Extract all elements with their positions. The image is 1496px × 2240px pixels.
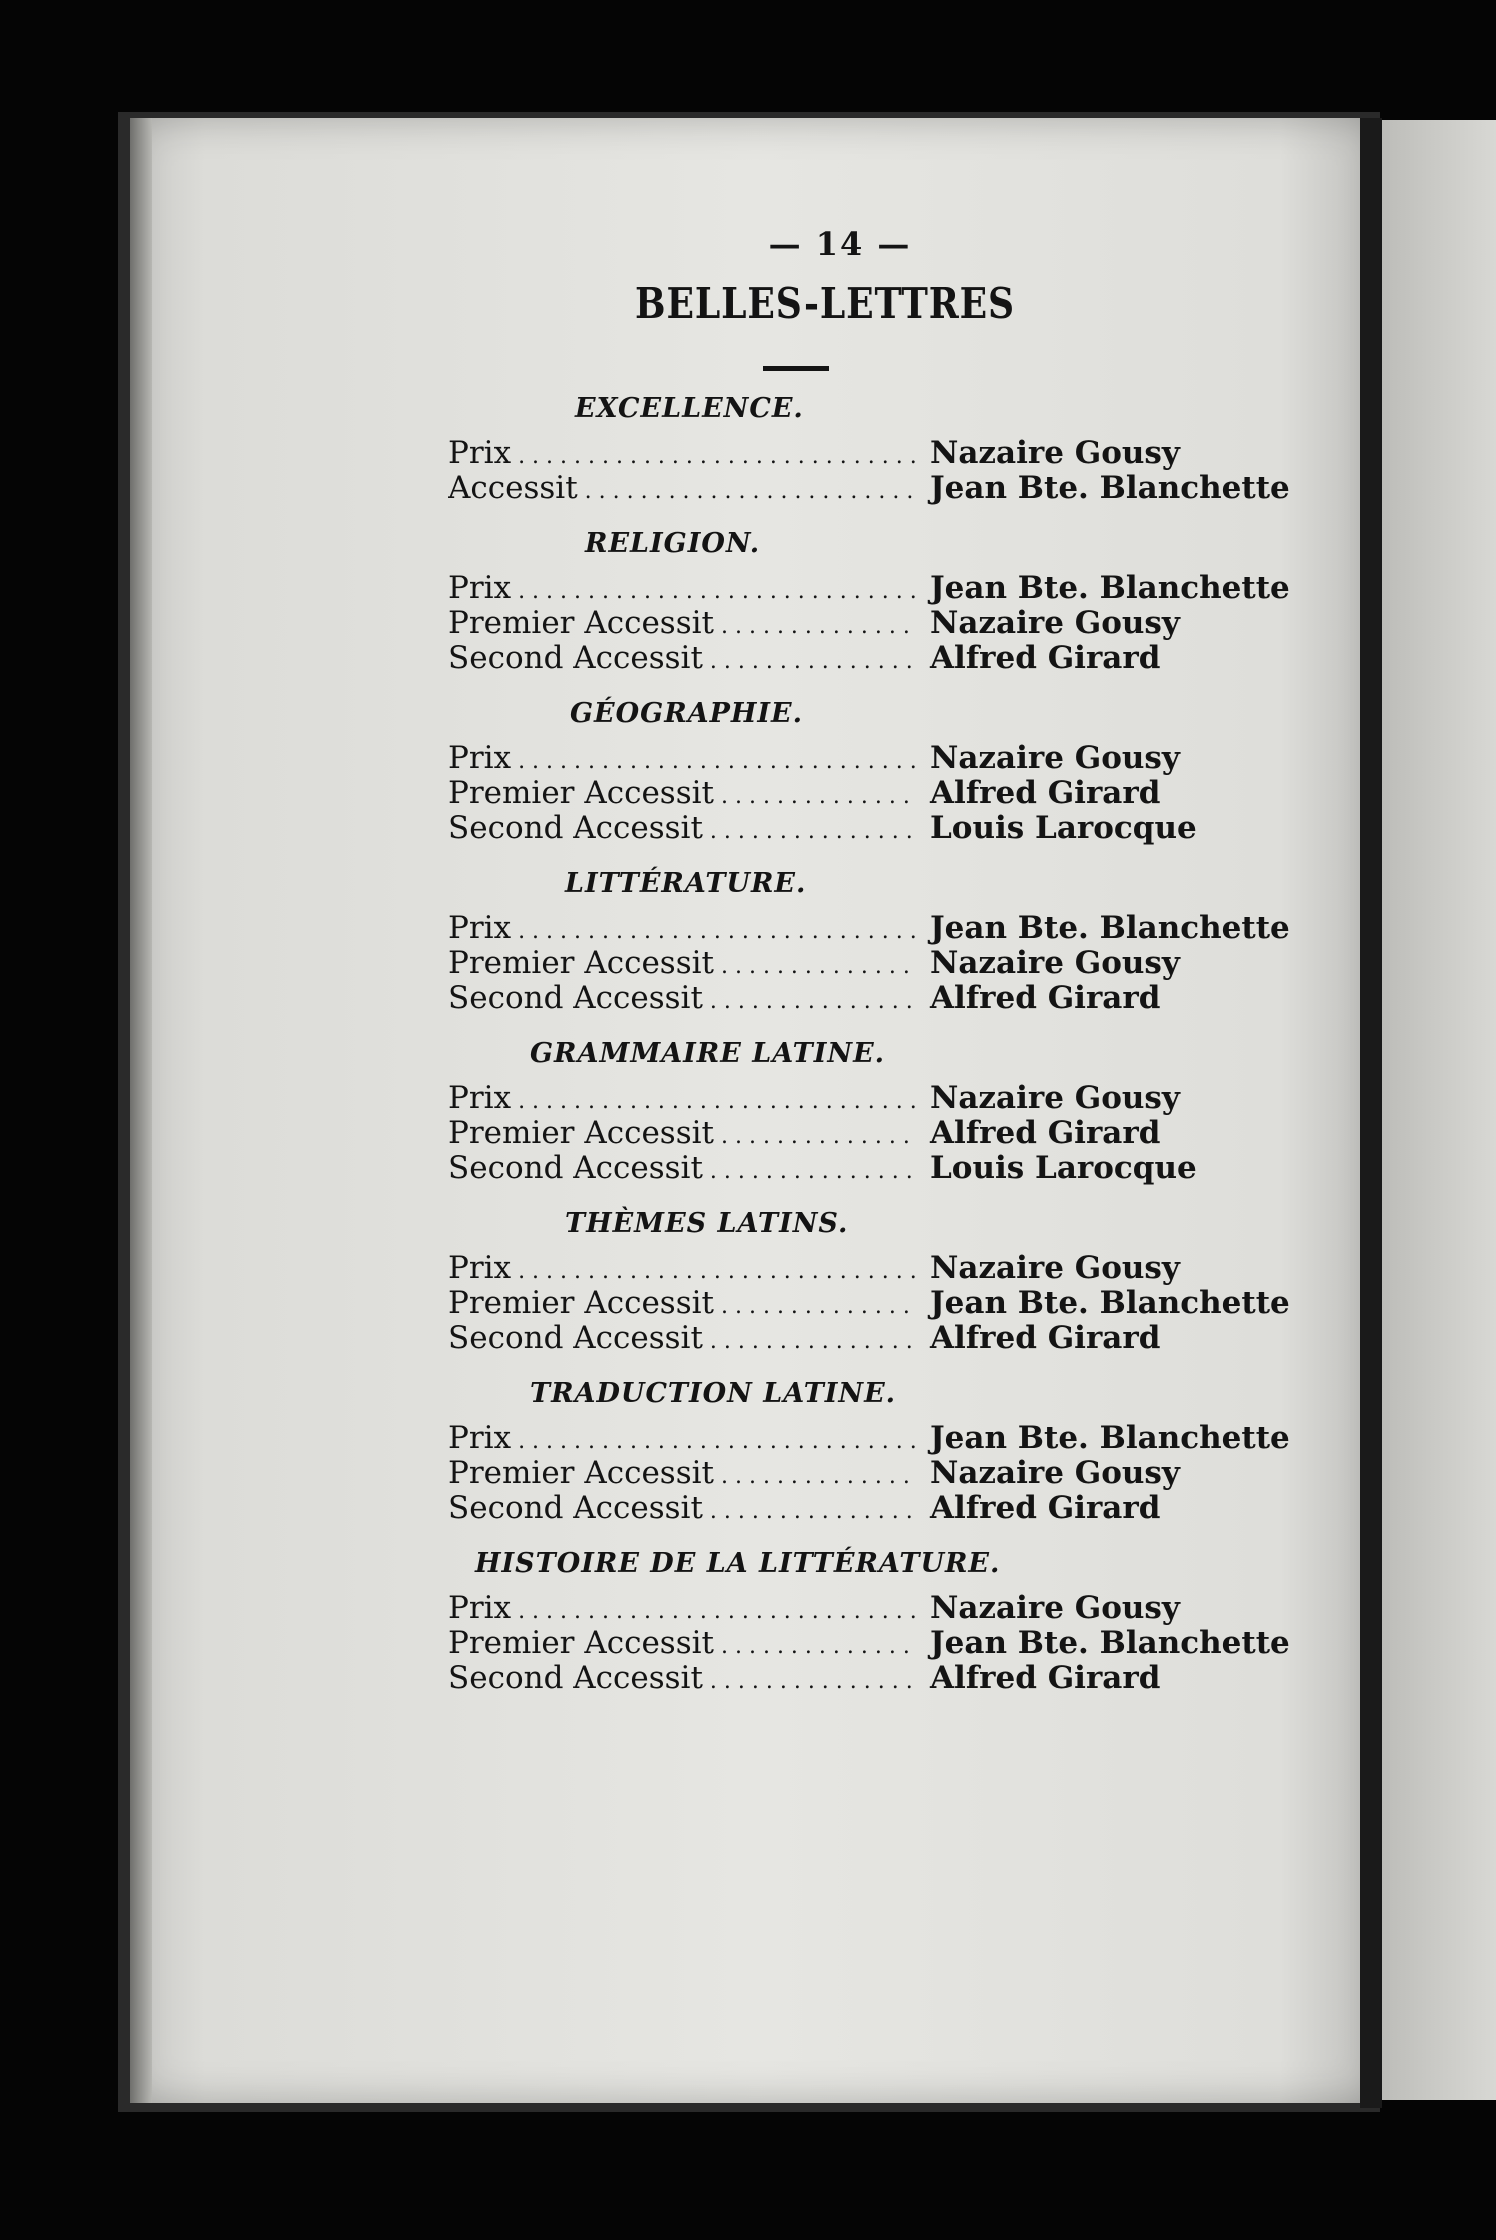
award-recipient: Nazaire Gousy <box>930 1080 1180 1116</box>
award-label: Accessit . . . <box>448 471 918 509</box>
award-label: Prix . . . <box>448 911 918 949</box>
award-row <box>420 981 1300 1016</box>
award-label: Premier Accessit . . . <box>448 606 918 644</box>
subject-group <box>420 868 1300 1016</box>
award-recipient: Louis Larocque <box>930 810 1197 846</box>
subject-title: EXCELLENCE. <box>575 393 804 424</box>
award-recipient: Alfred Girard <box>930 1490 1161 1526</box>
award-label: Premier Accessit . . . <box>448 1286 918 1324</box>
subject-group <box>420 698 1300 846</box>
award-row <box>420 811 1300 846</box>
page-number: — 14 — <box>768 225 912 263</box>
award-label: Second Accessit . . . <box>448 1491 918 1529</box>
subjects-list <box>420 393 1300 1696</box>
award-recipient: Jean Bte. Blanchette <box>930 570 1290 606</box>
award-row <box>420 776 1300 811</box>
subject-title: HISTOIRE DE LA LITTÉRATURE. <box>475 1548 1001 1579</box>
award-row <box>420 1286 1300 1321</box>
award-recipient: Nazaire Gousy <box>930 1250 1180 1286</box>
award-label: Prix . . . <box>448 571 918 609</box>
award-row <box>420 1081 1300 1116</box>
award-label: Prix . . . <box>448 1251 918 1289</box>
award-recipient: Alfred Girard <box>930 640 1161 676</box>
subject-group <box>420 393 1300 506</box>
section-title: BELLES-LETTRES <box>635 279 1015 328</box>
subject-group <box>420 1038 1300 1186</box>
award-label: Second Accessit . . . <box>448 641 918 679</box>
award-label: Premier Accessit . . . <box>448 1456 918 1494</box>
award-label: Prix . . . <box>448 436 918 474</box>
award-row <box>420 1591 1300 1626</box>
award-label: Premier Accessit . . . <box>448 946 918 984</box>
subject-group <box>420 1548 1300 1696</box>
award-recipient: Louis Larocque <box>930 1150 1197 1186</box>
award-recipient: Nazaire Gousy <box>930 945 1180 981</box>
award-label: Second Accessit . . . <box>448 1151 918 1189</box>
adjacent-page-edge <box>1382 120 1496 2100</box>
award-row <box>420 1116 1300 1151</box>
subject-group <box>420 1378 1300 1526</box>
award-recipient: Alfred Girard <box>930 1320 1161 1356</box>
award-row <box>420 1456 1300 1491</box>
award-recipient: Alfred Girard <box>930 1660 1161 1696</box>
award-row <box>420 1491 1300 1526</box>
award-row <box>420 471 1300 506</box>
award-row <box>420 606 1300 641</box>
award-recipient: Nazaire Gousy <box>930 435 1180 471</box>
book-binding <box>1360 118 1382 2108</box>
award-label: Second Accessit . . . <box>448 811 918 849</box>
subject-title: TRADUCTION LATINE. <box>530 1378 897 1409</box>
subject-group <box>420 1208 1300 1356</box>
award-row <box>420 911 1300 946</box>
subject-title: GÉOGRAPHIE. <box>570 698 804 729</box>
award-recipient: Jean Bte. Blanchette <box>930 910 1290 946</box>
award-row <box>420 1151 1300 1186</box>
subject-title: GRAMMAIRE LATINE. <box>530 1038 886 1069</box>
award-label: Prix . . . <box>448 741 918 779</box>
award-recipient: Jean Bte. Blanchette <box>930 1420 1290 1456</box>
award-recipient: Alfred Girard <box>930 775 1161 811</box>
award-row <box>420 946 1300 981</box>
award-label: Premier Accessit . . . <box>448 776 918 814</box>
award-recipient: Nazaire Gousy <box>930 1455 1180 1491</box>
page-edge <box>130 118 152 2103</box>
award-label: Prix . . . <box>448 1081 918 1119</box>
award-recipient: Alfred Girard <box>930 980 1161 1016</box>
award-row <box>420 1421 1300 1456</box>
award-recipient: Nazaire Gousy <box>930 605 1180 641</box>
title-rule <box>763 366 829 371</box>
award-recipient: Jean Bte. Blanchette <box>930 1625 1290 1661</box>
award-label: Premier Accessit . . . <box>448 1626 918 1664</box>
award-row <box>420 571 1300 606</box>
award-recipient: Alfred Girard <box>930 1115 1161 1151</box>
award-row <box>420 741 1300 776</box>
award-recipient: Jean Bte. Blanchette <box>930 470 1290 506</box>
subject-group <box>420 528 1300 676</box>
award-recipient: Nazaire Gousy <box>930 740 1180 776</box>
award-row <box>420 1321 1300 1356</box>
award-recipient: Nazaire Gousy <box>930 1590 1180 1626</box>
award-label: Second Accessit . . . <box>448 1321 918 1359</box>
award-label: Prix . . . <box>448 1421 918 1459</box>
award-row <box>420 1251 1300 1286</box>
subject-title: LITTÉRATURE. <box>565 868 807 899</box>
award-row <box>420 1661 1300 1696</box>
award-row <box>420 436 1300 471</box>
award-row <box>420 1626 1300 1661</box>
award-label: Prix . . . <box>448 1591 918 1629</box>
award-recipient: Jean Bte. Blanchette <box>930 1285 1290 1321</box>
award-label: Second Accessit . . . <box>448 981 918 1019</box>
page-content <box>420 225 1300 1712</box>
award-label: Second Accessit . . . <box>448 1661 918 1699</box>
award-label: Premier Accessit . . . <box>448 1116 918 1154</box>
subject-title: RELIGION. <box>585 528 761 559</box>
subject-title: THÈMES LATINS. <box>565 1208 849 1239</box>
award-row <box>420 641 1300 676</box>
